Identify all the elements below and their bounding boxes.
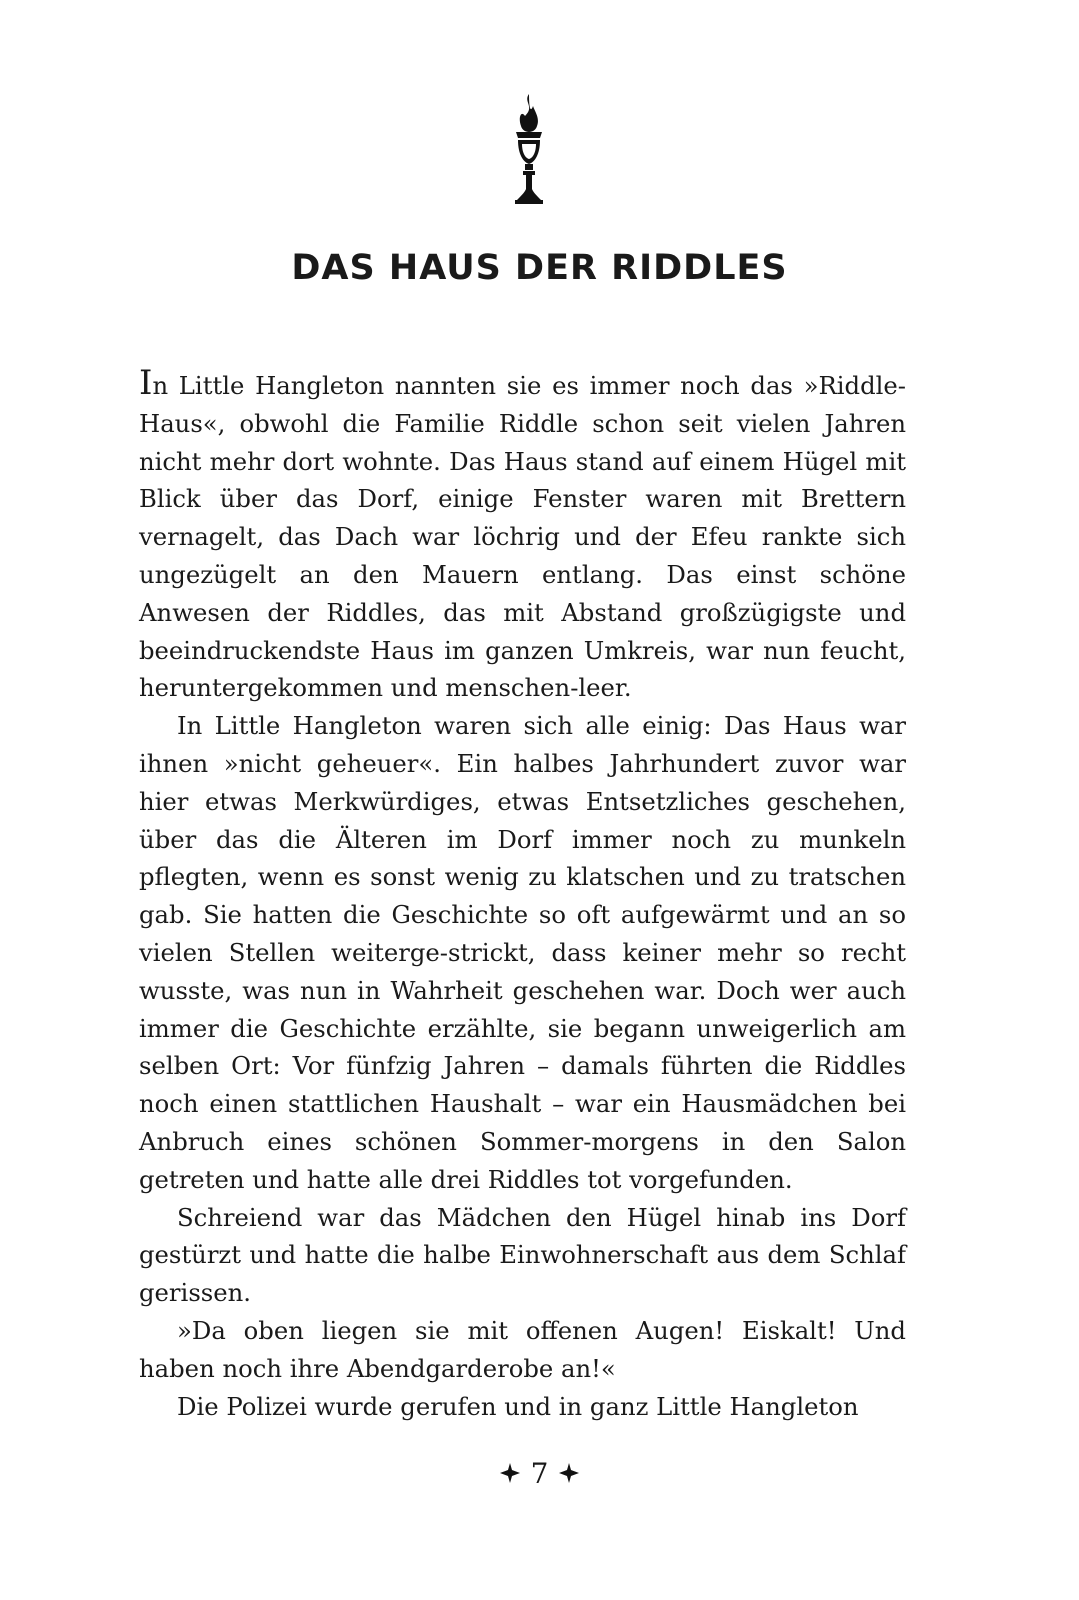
chapter-title: DAS HAUS DER RIDDLES — [291, 248, 788, 288]
paragraph — [139, 1199, 906, 1312]
page-footer — [0, 1457, 1079, 1490]
torch-icon — [509, 92, 549, 212]
ornament-icon — [558, 1462, 580, 1484]
paragraph — [139, 1388, 906, 1426]
paragraph — [139, 1312, 906, 1388]
paragraph-text: Die Polizei wurde gerufen und in ganz Little Hangleton — [177, 1391, 859, 1421]
paragraph-text: »Da oben liegen sie mit offenen Augen! Eiskalt! Und haben noch ihre Abendgarderobe an!« — [139, 1315, 906, 1383]
paragraph — [139, 363, 906, 707]
paragraph-text: Schreiend war das Mädchen den Hügel hinab ins Dorf gestürzt und hatte die halbe Einwohnerschaft aus dem Schlaf gerissen. — [139, 1202, 906, 1308]
paragraph-text: n Little Hangleton nannten sie es immer noch das »Riddle-Haus«, obwohl die Familie Riddle schon seit vielen Jahren nicht mehr dort wohnte. Das Haus stand auf einem Hügel mit Blick über das Dorf, einige Fenster waren mit Brettern vernagelt, das Dach war löchrig und der Efeu rankte sich ungezügelt an den Mauern entlang. Das einst schöne Anwesen der Riddles, das mit Abstand großzügigste und beeindruckendste Haus im ganzen Umkreis, war nun feucht, heruntergekommen und menschen-leer. — [139, 371, 906, 703]
chapter-body — [139, 363, 906, 1425]
ornament-icon — [499, 1462, 521, 1484]
paragraph — [139, 707, 906, 1198]
drop-cap: I — [139, 363, 153, 403]
page-number: 7 — [530, 1457, 549, 1490]
paragraph-text: In Little Hangleton waren sich alle einig: Das Haus war ihnen »nicht geheuer«. Ein halbes Jahrhundert zuvor war hier etwas Merkwürdiges, etwas Entsetzliches geschehen, über das die Älteren im Dorf immer noch zu munkeln pflegten, wenn es sonst wenig zu klatschen und zu tratschen gab. Sie hatten die Geschichte so oft aufgewärmt und an so vielen Stellen weiterge-strickt, dass keiner mehr so recht wusste, was nun in Wahrheit geschehen war. Doch wer auch immer die Geschichte erzählte, sie begann unweigerlich am selben Ort: Vor fünfzig Jahren – damals führten die Riddles noch einen stattlichen Haushalt – war ein Hausmädchen bei Anbruch eines schönen Sommer-morgens in den Salon getreten und hatte alle drei Riddles tot vorgefunden. — [139, 711, 906, 1194]
